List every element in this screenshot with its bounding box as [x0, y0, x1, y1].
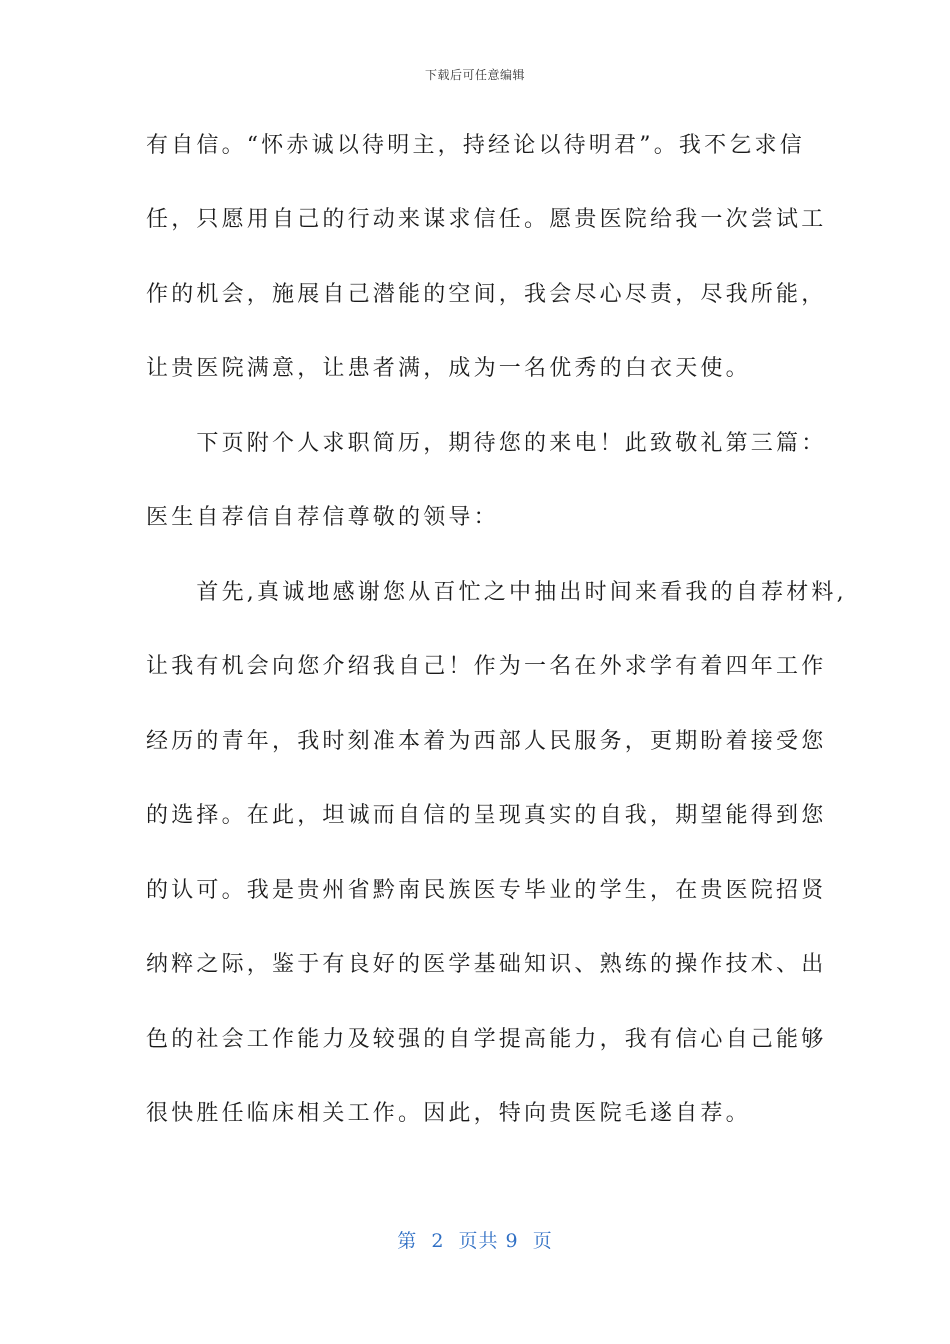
body-line: 纳粹之际，鉴于有良好的医学基础知识、熟练的操作技术、出 — [146, 952, 827, 977]
body-line: 的认可。我是贵州省黔南民族医专毕业的学生，在贵医院招贤 — [146, 878, 827, 903]
body-line: 色的社会工作能力及较强的自学提高能力，我有信心自己能够 — [146, 1027, 827, 1052]
page-number-footer: 第 2 页共 9 页 — [397, 1230, 553, 1252]
body-line: 首先,真诚地感谢您从百忙之中抽出时间来看我的自荐材料, — [146, 580, 847, 605]
body-line: 很快胜任临床相关工作。因此，特向贵医院毛遂自荐。 — [146, 1101, 751, 1126]
body-line: 下页附个人求职简历，期待您的来电！此致敬礼第三篇： — [146, 431, 827, 456]
body-line: 医生自荐信自荐信尊敬的领导： — [146, 505, 499, 530]
body-line: 让我有机会向您介绍我自己！作为一名在外求学有着四年工作 — [146, 654, 827, 679]
body-line: 任，只愿用自己的行动来谋求信任。愿贵医院给我一次尝试工 — [146, 207, 827, 232]
body-line: 经历的青年，我时刻准本着为西部人民服务，更期盼着接受您 — [146, 729, 827, 754]
body-line: 让贵医院满意，让患者满，成为一名优秀的白衣天使。 — [146, 356, 751, 381]
body-line: 作的机会，施展自己潜能的空间，我会尽心尽责，尽我所能， — [146, 282, 827, 307]
body-line: 有自信。“怀赤诚以待明主，持经论以待明君”。我不乞求信 — [146, 133, 805, 158]
page-header: 下载后可任意编辑 — [424, 68, 525, 82]
body-line: 的选择。在此，坦诚而自信的呈现真实的自我，期望能得到您 — [146, 803, 827, 828]
